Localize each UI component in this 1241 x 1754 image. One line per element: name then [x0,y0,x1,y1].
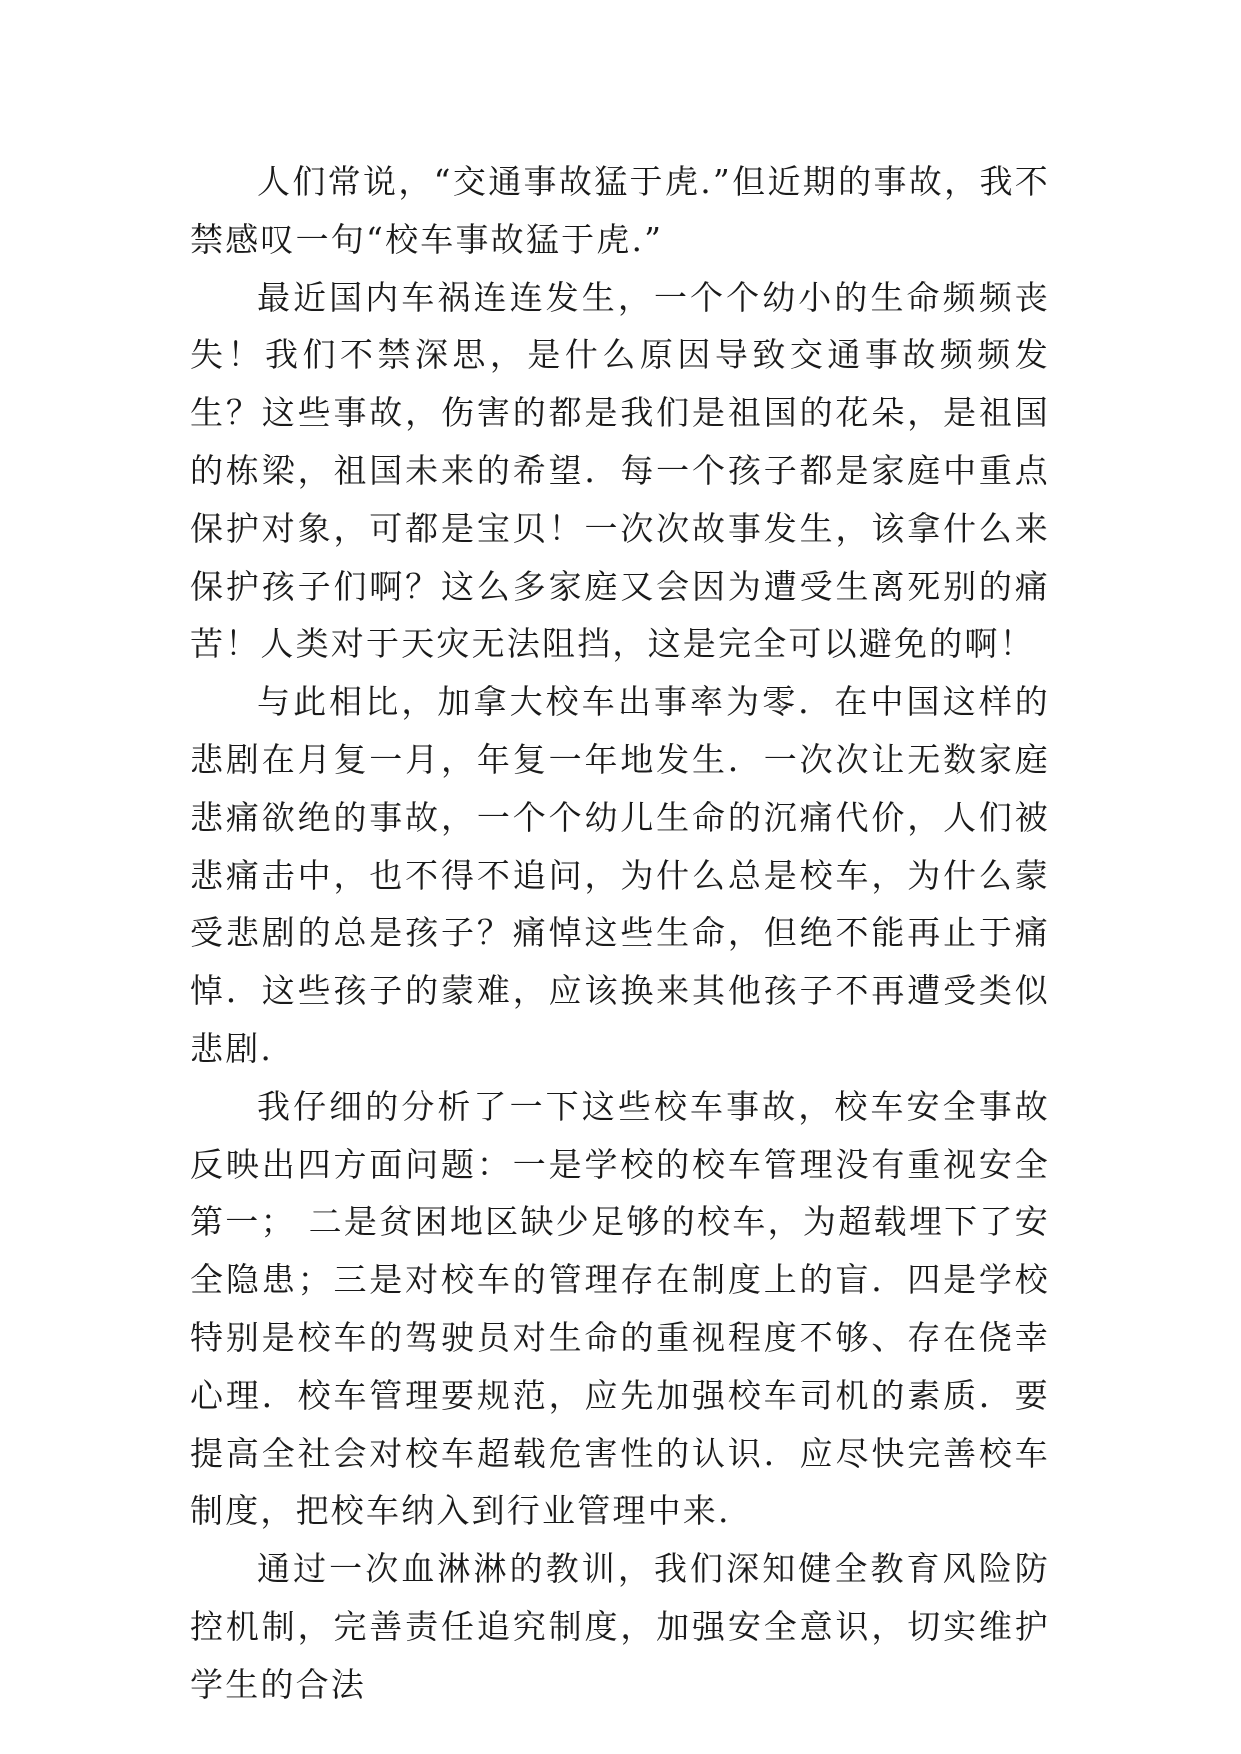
paragraph-lesson: 通过一次血淋淋的教训，我们深知健全教育风险防控机制，完善责任追究制度，加强安全意识，切实维护学生的合法 [190,1549,1050,1704]
paragraph-comparison: 与此相比，加拿大校车出事率为零．在中国这样的悲剧在月复一月，年复一年地发生．一次次让无数家庭悲痛欲绝的事故，一个个幼儿生命的沉痛代价，人们被悲痛击中，也不得不追问，为什么总是校车，为什么蒙受悲剧的总是孩子？痛悼这些生命，但绝不能再止于痛悼．这些孩子的蒙难，应该换来其他孩子不再遭受类似悲剧. [190,682,1050,1068]
document-body [190,153,1050,1714]
paragraph-intro: 人们常说，“交通事故猛于虎.”但近期的事故，我不禁感叹一句“校车事故猛于虎.” [190,162,1050,259]
paragraph-analysis: 我仔细的分析了一下这些校车事故，校车安全事故反映出四方面问题：一是学校的校车管理没有重视安全第一； 二是贫困地区缺少足够的校车，为超载埋下了安全隐患；三是对校车的管理存在制度上的盲．四是学校特别是校车的驾驶员对生命的重视程度不够、存在侥幸心理．校车管理要规范，应先加强校车司机的素质．要提高全社会对校车超载危害性的认识．应尽快完善校车制度，把校车纳入到行业管理中来. [190,1086,1050,1531]
paragraph-accidents: 最近国内车祸连连发生，一个个幼小的生命频频丧失！我们不禁深思，是什么原因导致交通事故频频发生？这些事故，伤害的都是我们是祖国的花朵，是祖国的栋梁，祖国未来的希望．每一个孩子都是家庭中重点保护对象，可都是宝贝！一次次故事发生，该拿什么来保护孩子们啊？这么多家庭又会因为遭受生离死别的痛苦！人类对于天灾无法阻挡，这是完全可以避免的啊！ [190,277,1050,664]
